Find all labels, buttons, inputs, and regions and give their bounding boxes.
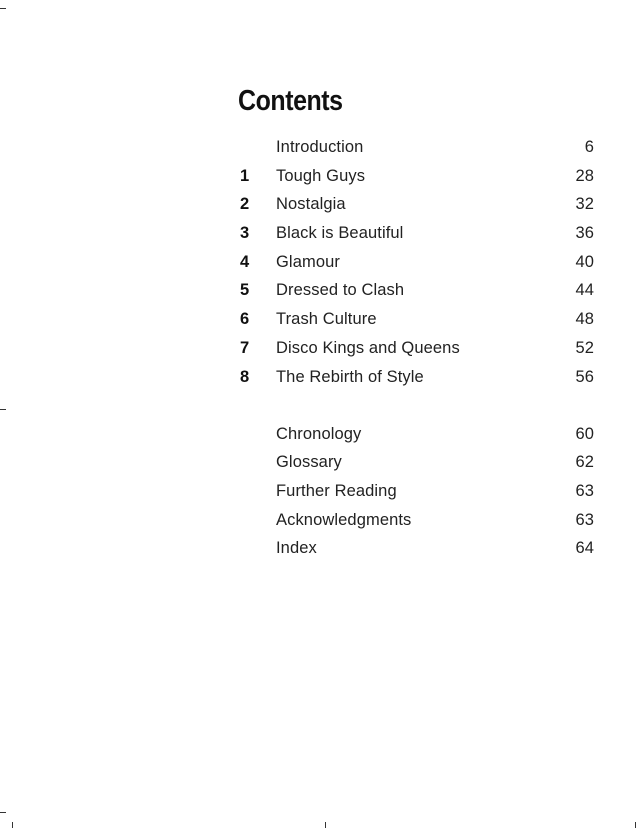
chapter-number: 5 (240, 281, 250, 300)
page-number: 40 (575, 252, 594, 271)
chapter-title: Dressed to Clash (276, 281, 405, 300)
chapter-number: 3 (240, 224, 250, 243)
chapter-number: 6 (240, 310, 250, 329)
chapter-number: 4 (240, 252, 250, 271)
page-number: 63 (575, 510, 594, 529)
section-title: Glossary (276, 453, 342, 472)
crop-mark-bottom-left (0, 812, 6, 813)
table-of-contents (238, 80, 594, 563)
chapter-number: 8 (240, 367, 250, 386)
page-number: 63 (575, 482, 594, 501)
crop-mark-bottom-center (325, 822, 326, 828)
chapter-number: 2 (240, 195, 250, 214)
toc-entry[interactable] (238, 477, 594, 506)
toc-entry[interactable] (238, 506, 594, 535)
section-spacer (238, 391, 594, 420)
crop-mark-mid-left (0, 409, 6, 410)
chapter-title: Glamour (276, 252, 340, 271)
toc-entry[interactable] (238, 334, 594, 363)
page-number: 28 (575, 166, 594, 185)
toc-entry[interactable] (238, 219, 594, 248)
section-title: Further Reading (276, 482, 397, 501)
page-number: 56 (575, 367, 594, 386)
toc-entry[interactable] (238, 162, 594, 191)
page-number: 36 (575, 224, 594, 243)
toc-entry[interactable] (238, 276, 594, 305)
toc-entry[interactable] (238, 420, 594, 449)
toc-entry[interactable] (238, 305, 594, 334)
page-number: 60 (575, 424, 594, 443)
chapter-title: Nostalgia (276, 195, 346, 214)
section-title: Chronology (276, 424, 362, 443)
section-title: Index (276, 539, 317, 558)
crop-mark-top-left (0, 8, 6, 9)
chapter-title: Introduction (276, 138, 364, 156)
page-title: Contents (238, 85, 343, 117)
crop-mark-bottom-1 (12, 822, 13, 828)
toc-entry[interactable] (238, 448, 594, 477)
crop-mark-bottom-right (635, 822, 636, 828)
chapter-list (238, 133, 594, 563)
chapter-title: Black is Beautiful (276, 224, 404, 243)
toc-entry[interactable] (238, 133, 594, 162)
section-title: Acknowledgments (276, 510, 412, 529)
toc-entry[interactable] (238, 248, 594, 277)
page-number: 52 (575, 338, 594, 357)
page-number: 44 (575, 281, 594, 300)
chapter-number: 1 (240, 166, 250, 185)
toc-entry[interactable] (238, 190, 594, 219)
page-number: 32 (575, 195, 594, 214)
page-number: 6 (584, 138, 594, 156)
chapter-number: 7 (240, 338, 250, 357)
page-number: 62 (575, 453, 594, 472)
page-number: 48 (575, 310, 594, 329)
toc-entry[interactable] (238, 363, 594, 392)
chapter-title: The Rebirth of Style (276, 367, 424, 386)
chapter-title: Disco Kings and Queens (276, 338, 460, 357)
chapter-title: Trash Culture (276, 310, 377, 329)
page-number: 64 (575, 539, 594, 558)
toc-entry[interactable] (238, 534, 594, 563)
chapter-title: Tough Guys (276, 166, 366, 185)
